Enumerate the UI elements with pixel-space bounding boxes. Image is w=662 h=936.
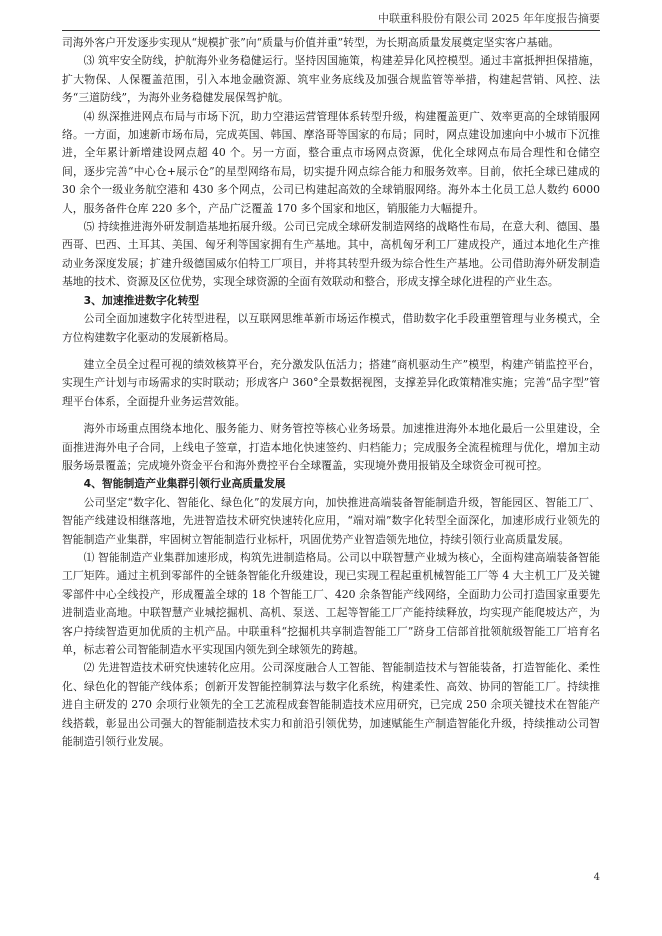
page-number: 4	[593, 872, 600, 883]
paragraph-manufacturing-intro: 公司坚定“数字化、智能化、绿色化”的发展方向，加快推进高端装备智能制造升级，智能园区、智能工厂、智能产线建设相继落地，先进智造技术研究快速转化应用，“端对端”数字化转型全面深化，加速形成行业领先的智能制造产业集群，牢固树立智能制造行业标杆，巩固优势产业智造领先地位，持续引领行业高质量发展。	[62, 495, 600, 546]
paragraph-customer-development: 司海外客户开发逐步实现从“规模扩张”向“质量与价值并重”转型，为长期高质量发展奠定坚实客户基础。	[62, 36, 560, 49]
paragraph-digital-intro: 公司全面加速数字化转型进程，以互联网思维革新市场运作模式，借助数字化手段重塑管理与业务模式，全方位构建数字化驱动的发展新格局。	[62, 312, 600, 344]
paragraph-overseas-market: 海外市场重点围绕本地化、服务能力、财务管控等核心业务场景。加速推进海外本地化最后一公里建设，全面推进海外电子合同，上线电子签章，打造本地化快速签约、归档能力；完成服务全流程梳理与优化，增加主动服务场景覆盖；完成境外资金平台和海外费控平台全球覆盖，实现境外费用报销及全球资金可视可控。	[62, 422, 600, 472]
paragraph-tech-application: ⑵ 先进智造技术研究快速转化应用。公司深度融合人工智能、智能制造技术与智能装备，打造智能化、柔性化、绿色化的智能产线体系；创新开发智能控制算法与数字化系统，构建柔性、高效、协同的智能工厂。持续推进自主研发的 270 余项行业领先的全工艺流程成套智能制造技术应用研究，已完成 250 余项关键技术在智能产线搭载，彰显出公司强大的智能制造技术实力和前沿引领优势，加速赋能生产制造智能化升级，持续推动公司智能制造引领行业发展。	[62, 661, 600, 749]
page-header: 中联重科股份有限公司 2025 年年度报告摘要	[378, 12, 600, 25]
paragraph-network-layout: ⑷ 纵深推进网点布局与市场下沉，助力空港运营管理体系转型升级，构建覆盖更广、效率更高的全球销服网络。一方面，加速新市场布局，完成英国、韩国、摩洛哥等国家的布局；同时，网点建设加速向中小城市下沉推进，全年累计新增建设网点超 40 个。另一方面，整合重点市场网点资源，优化全球网点布局合理性和仓储空间，逐步完善“中心仓+展示仓”的星型网络布局，切实提升网点综合能力和服务效率。目前，依托全球已建成的 30 余个一级业务航空港和 430 多个网点，公司已构建起高效的全球销服网络。海外本土化员工总人数约 6000 人，服务备件仓库 220 多个，产品广泛覆盖 170 多个国家和地区，销服能力大幅提升。	[62, 109, 600, 215]
paragraph-industry-cluster: ⑴ 智能制造产业集群加速形成，构筑先进制造格局。公司以中联智慧产业城为核心，全面构建高端装备智能工厂矩阵。通过主机到零部件的全链条智能化升级建设，现已实现工程起重机械智能工厂等 4 大主机工厂及关键零部件中心全线投产，形成覆盖全球的 18 个智能工厂、420 余条智能产线网络，全面助力公司打造国家重要先进制造业高地。中联智慧产业城挖掘机、高机、泵送、工起等智能工厂产能持续释放，均实现产能爬坡达产，为客户持续智造更加优质的主机产品。中联重科“挖掘机共享制造智能工厂”跻身工信部首批领航级智能工厂培育名单，标志着公司智能制造水平实现国内领先到全球领先的跨越。	[62, 550, 600, 656]
document-body	[62, 34, 600, 751]
section-heading-digital-transformation: 3、加速推进数字化转型	[83, 293, 200, 307]
paragraph-overseas-rd-base: ⑸ 持续推进海外研发制造基地拓展升级。公司已完成全球研发制造网络的战略性布局，在意大利、德国、墨西哥、巴西、土耳其、美国、匈牙利等国家拥有生产基地。其中，高机匈牙利工厂建成投产，通过本地化生产推动业务深度发展；扩建升级德国威尔伯特工厂项目，并将其转型升级为综合性生产基地。公司借助海外研发制造基地的技术、资源及区位优势，实现全球资源的全面有效联动和整合，形成支撑全球化进程的产业生态。	[62, 220, 600, 289]
paragraph-risk-control: ⑶ 筑牢安全防线，护航海外业务稳健运行。坚持因国施策，构建差异化风控模型。通过丰富抵押担保措施，扩大物保、人保覆盖范围，引入本地金融资源、筑牢业务底线及加强合规监管等举措，构建起营销、风控、法务“三道防线”，为海外业务稳健发展保驾护航。	[62, 54, 600, 105]
section-heading-smart-manufacturing: 4、智能制造产业集群引领行业高质量发展	[83, 477, 286, 491]
header-divider	[62, 30, 600, 31]
paragraph-performance-platform: 建立全员全过程可视的绩效核算平台，充分激发队伍活力；搭建“商机驱动生产”模型，构建产销监控平台，实现生产计划与市场需求的实时联动；形成客户 360°全景数据视图，支撑差异化政策精准实施；完善“品字型”管理平台体系，全面提升业务运营效能。	[62, 357, 600, 408]
